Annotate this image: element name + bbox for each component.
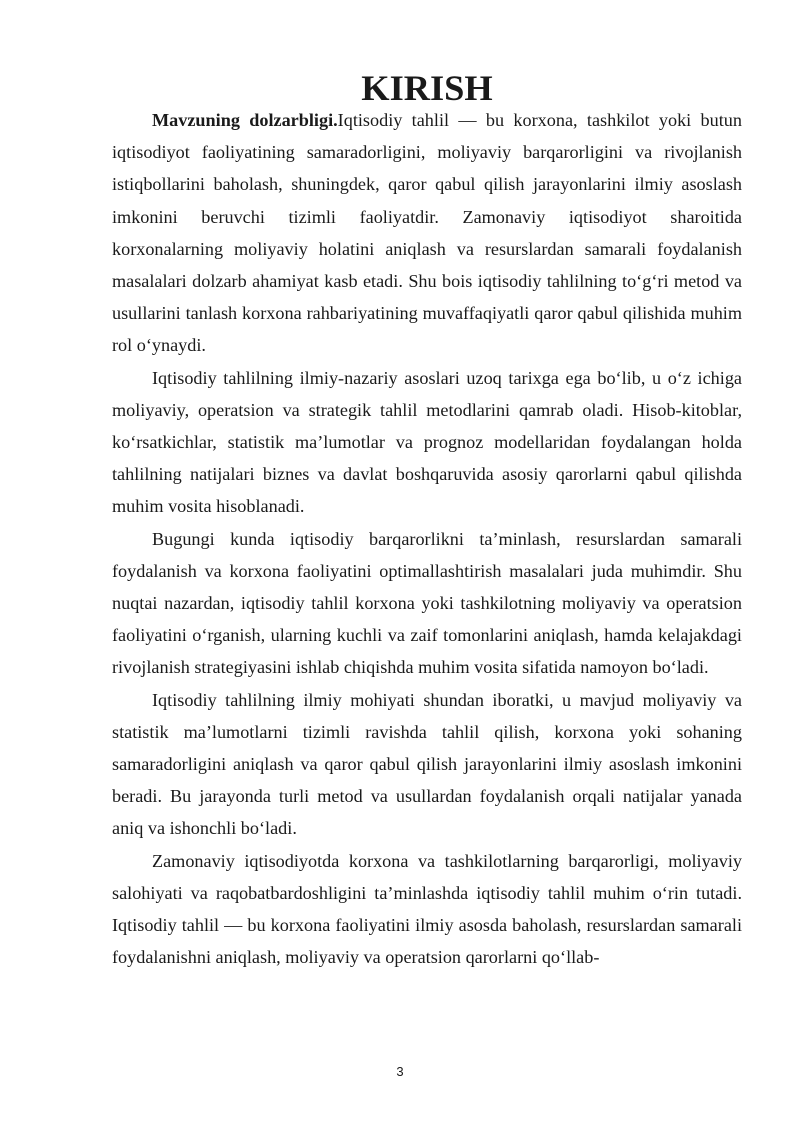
page-number: 3: [396, 1064, 404, 1079]
paragraph-scientific-essence: Iqtisodiy tahlilning ilmiy mohiyati shundan iboratki, u mavjud moliyaviy va statistik maʼlumotlarni tizimli ravishda tahlil qilish, korxona yoki sohaning samaradorligini aniqlash va qaror qabul qilish jarayonlarini ilmiy asoslash imkonini beradi. Bu jarayonda turli metod va usullardan foydalanish orqali natijalar yanada aniq va ishonchli boʻladi.: [112, 689, 742, 839]
paragraph-relevance: [112, 104, 742, 362]
paragraph-text: Iqtisodiy tahlil — bu korxona, tashkilot yoki butun iqtisodiyot faoliyatining samaradorligini, moliyaviy barqarorligini va rivojlanish istiqbollarini baholash, shuningdek, qaror qabul qilish jarayonlarini ilmiy asoslash imkonini beruvchi tizimli faoliyatdir. Zamonaviy iqtisodiyot sharoitida korxonalarning moliyaviy holatini aniqlash va resurslardan samarali foydalanish masalalari dolzarb ahamiyat kasb etadi. Shu bois iqtisodiy tahlilning toʻgʻri metod va usullarini tanlash korxona rahbariyatining muvaffaqiyatli qaror qabul qilishida muhim rol oʻynaydi.: [112, 110, 742, 356]
paragraph-lead: Mavzuning dolzarbligi.: [152, 110, 338, 130]
paragraph-theoretical-basis: Iqtisodiy tahlilning ilmiy-nazariy asoslari uzoq tarixga ega boʻlib, u oʻz ichiga moliyaviy, operatsion va strategik tahlil metodlarini qamrab oladi. Hisob-kitoblar, koʻrsatkichlar, statistik maʼlumotlar va prognoz modellaridan foydalangan holda tahlilning natijalari biznes va davlat boshqaruvida asosiy qarorlarni qabul qilishda muhim vosita hisoblanadi.: [112, 367, 742, 517]
section-heading: KIRISH: [361, 68, 493, 108]
document-page: [112, 68, 742, 973]
paragraph-current-importance: Bugungi kunda iqtisodiy barqarorlikni taʼminlash, resurslardan samarali foydalanish va korxona faoliyatini optimallashtirish masalalari juda muhimdir. Shu nuqtai nazardan, iqtisodiy tahlil korxona yoki tashkilotning moliyaviy va operatsion faoliyatini oʻrganish, ularning kuchli va zaif tomonlarini aniqlash, hamda kelajakdagi rivojlanish strategiyasini ishlab chiqishda muhim vosita sifatida namoyon boʻladi.: [112, 528, 742, 678]
paragraph-modern-economy: Zamonaviy iqtisodiyotda korxona va tashkilotlarning barqarorligi, moliyaviy salohiyati va raqobatbardoshligini taʼminlashda iqtisodiy tahlil muhim oʻrin tutadi. Iqtisodiy tahlil — bu korxona faoliyatini ilmiy asosda baholash, resurslardan samarali foydalanishni aniqlash, moliyaviy va operatsion qarorlarni qoʻllab-: [112, 850, 742, 968]
